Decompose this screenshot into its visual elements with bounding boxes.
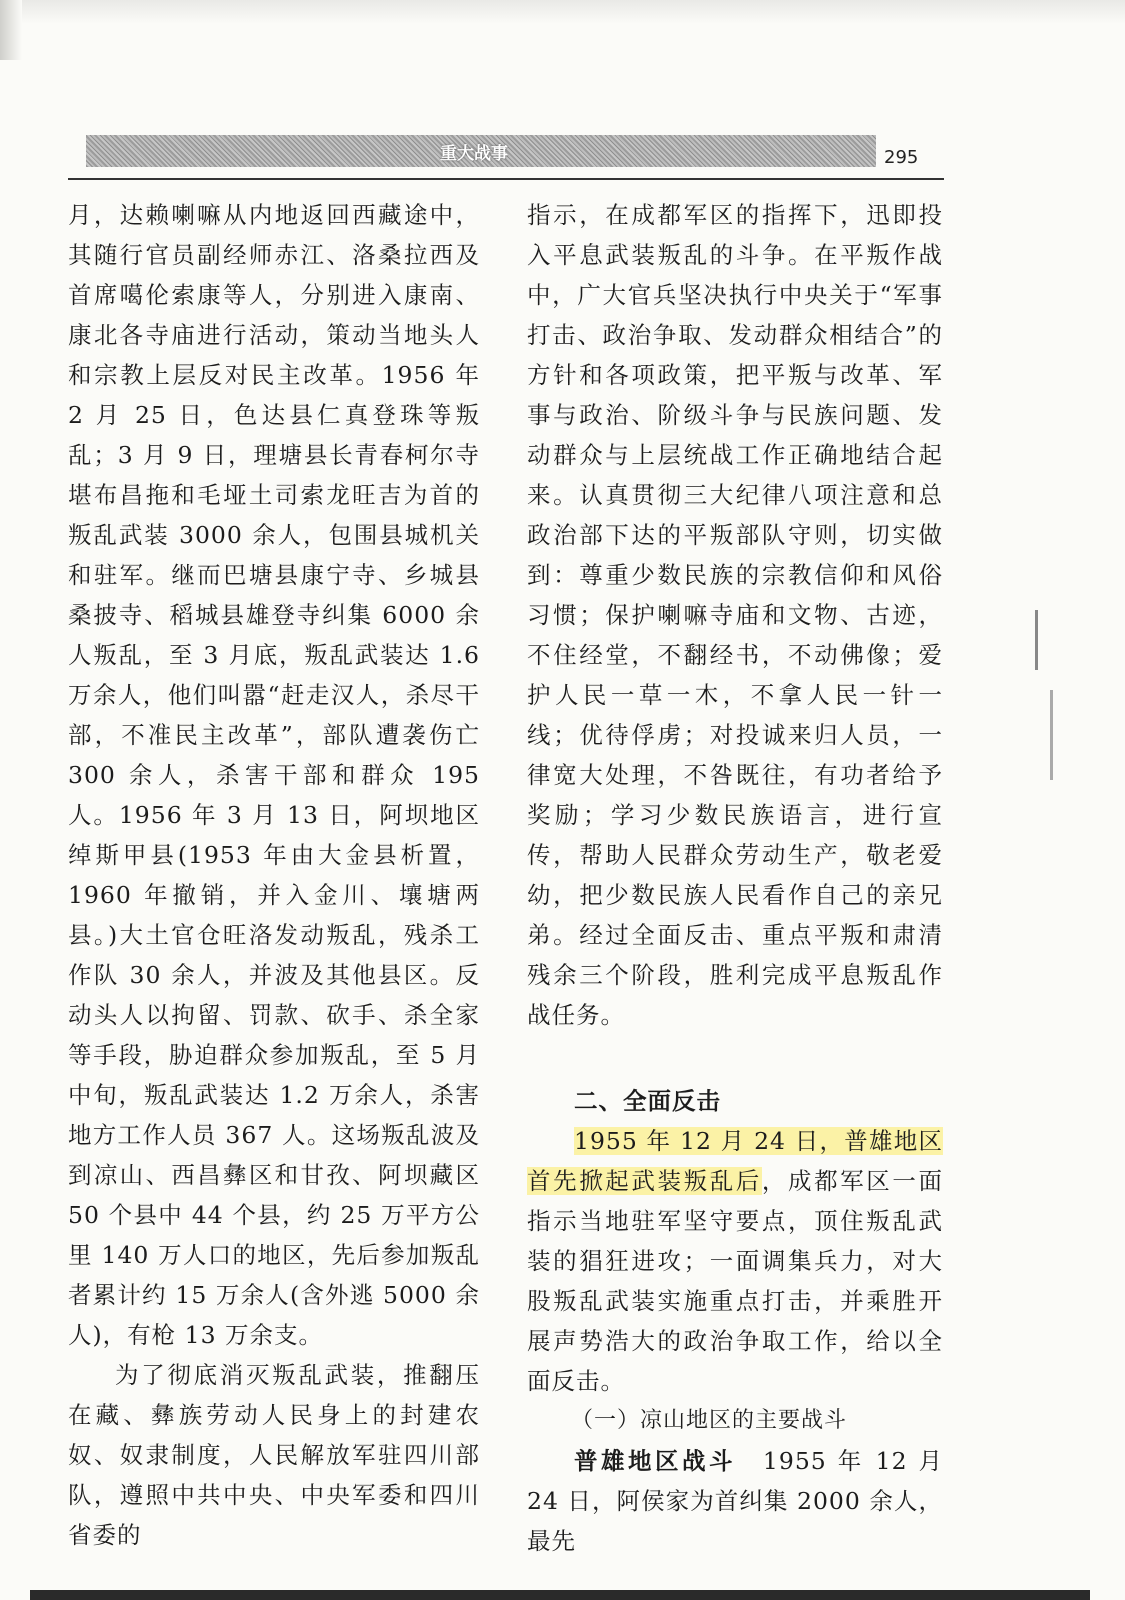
paragraph: 为了彻底消灭叛乱武装，推翻压在藏、彝族劳动人民身上的封建农奴、奴隶制度，人民解放军驻四川部队，遵照中共中央、中央军委和四川省委的	[68, 1361, 480, 1549]
scan-top-shadow	[0, 0, 1125, 24]
scan-margin-mark	[1050, 690, 1053, 780]
scan-bottom-edge	[30, 1590, 1090, 1600]
run-in-heading: 普雄地区战斗	[574, 1447, 736, 1475]
page-number: 295	[884, 147, 919, 168]
subsection-heading: （一）凉山地区的主要战斗	[571, 1408, 848, 1433]
paragraph-text: ，成都军区一面指示当地驻军坚守要点，顶住叛乱武装的猖狂进攻；一面调集兵力，对大股叛乱武装实施重点打击，并乘胜开展声势浩大的政治争取工作，给以全面反击。	[527, 1167, 944, 1395]
paragraph: 指示，在成都军区的指挥下，迅即投入平息武装叛乱的斗争。在平叛作战中，广大官兵坚决执行中央关于“军事打击、政治争取、发动群众相结合”的方针和各项政策，把平叛与改革、军事与政治、阶级斗争与民族问题、发动群众与上层统战工作正确地结合起来。认真贯彻三大纪律八项注意和总政治部下达的平叛部队守则，切实做到：尊重少数民族的宗教信仰和风俗习惯；保护喇嘛寺庙和文物、古迹，不住经堂，不翻经书，不动佛像；爱护人民一草一木，不拿人民一针一线；优待俘虏；对投诚来归人员，一律宽大处理，不咎既往，有功者给予奖励；学习少数民族语言，进行宣传，帮助人民群众劳动生产，敬老爱幼，把少数民族人民看作自己的亲兄弟。经过全面反击、重点平叛和肃清残余三个阶段，胜利完成平息叛乱作战任务。	[527, 201, 943, 1029]
scan-margin-mark	[1035, 610, 1038, 670]
paragraph-text: 1955 年 12 月 24 日，阿侯家为首纠集 2000 余人，最先	[527, 1447, 943, 1555]
paragraph	[527, 1441, 943, 1561]
scan-corner-shadow	[0, 0, 22, 60]
paragraph-highlighted	[527, 1121, 943, 1401]
paragraph: 月，达赖喇嘛从内地返回西藏途中，其随行官员副经师赤江、洛桑拉西及首席噶伦索康等人，分别进入康南、康北各寺庙进行活动，策动当地头人和宗教上层反对民主改革。1956 年 2 月 25 日，色达县仁真登珠等叛乱；3 月 9 日，理塘县长青春柯尔寺堪布昌拖和毛垭土司索龙旺吉为首的叛乱武装 3000 余人，包围县城机关和驻军。继而巴塘县康宁寺、乡城县桑披寺、稻城县雄登寺纠集 6000 余人叛乱，至 3 月底，叛乱武装达 1.6 万余人，他们叫嚣“赶走汉人，杀尽干部，不准民主改革”，部队遭袭伤亡 300 余人，杀害干部和群众 195 人。1956 年 3 月 13 日，阿坝地区绰斯甲县(1953 年由大金县析置，1960 年撤销，并入金川、壤塘两县。)大土官仓旺洛发动叛乱，残杀工作队 30 余人，并波及其他县区。反动头人以拘留、罚款、砍手、杀全家等手段，胁迫群众参加叛乱，至 5 月中旬，叛乱武装达 1.2 万余人，杀害地方工作人员 367 人。这场叛乱波及到凉山、西昌彝区和甘孜、阿坝藏区 50 个县中 44 个县，约 25 万平方公里 140 万人口的地区，先后参加叛乱者累计约 15 万余人(含外逃 5000 余人)，有枪 13 万余支。	[68, 201, 480, 1349]
section-heading: 二、全面反击	[574, 1087, 721, 1115]
highlighted-text: 1955 年 12 月 24 日，普雄地区首先掀起武装叛乱后	[527, 1127, 943, 1195]
header-rule	[68, 178, 944, 180]
left-column	[68, 195, 480, 1555]
running-header-title: 重大战事	[440, 144, 508, 164]
right-column	[527, 195, 943, 1561]
